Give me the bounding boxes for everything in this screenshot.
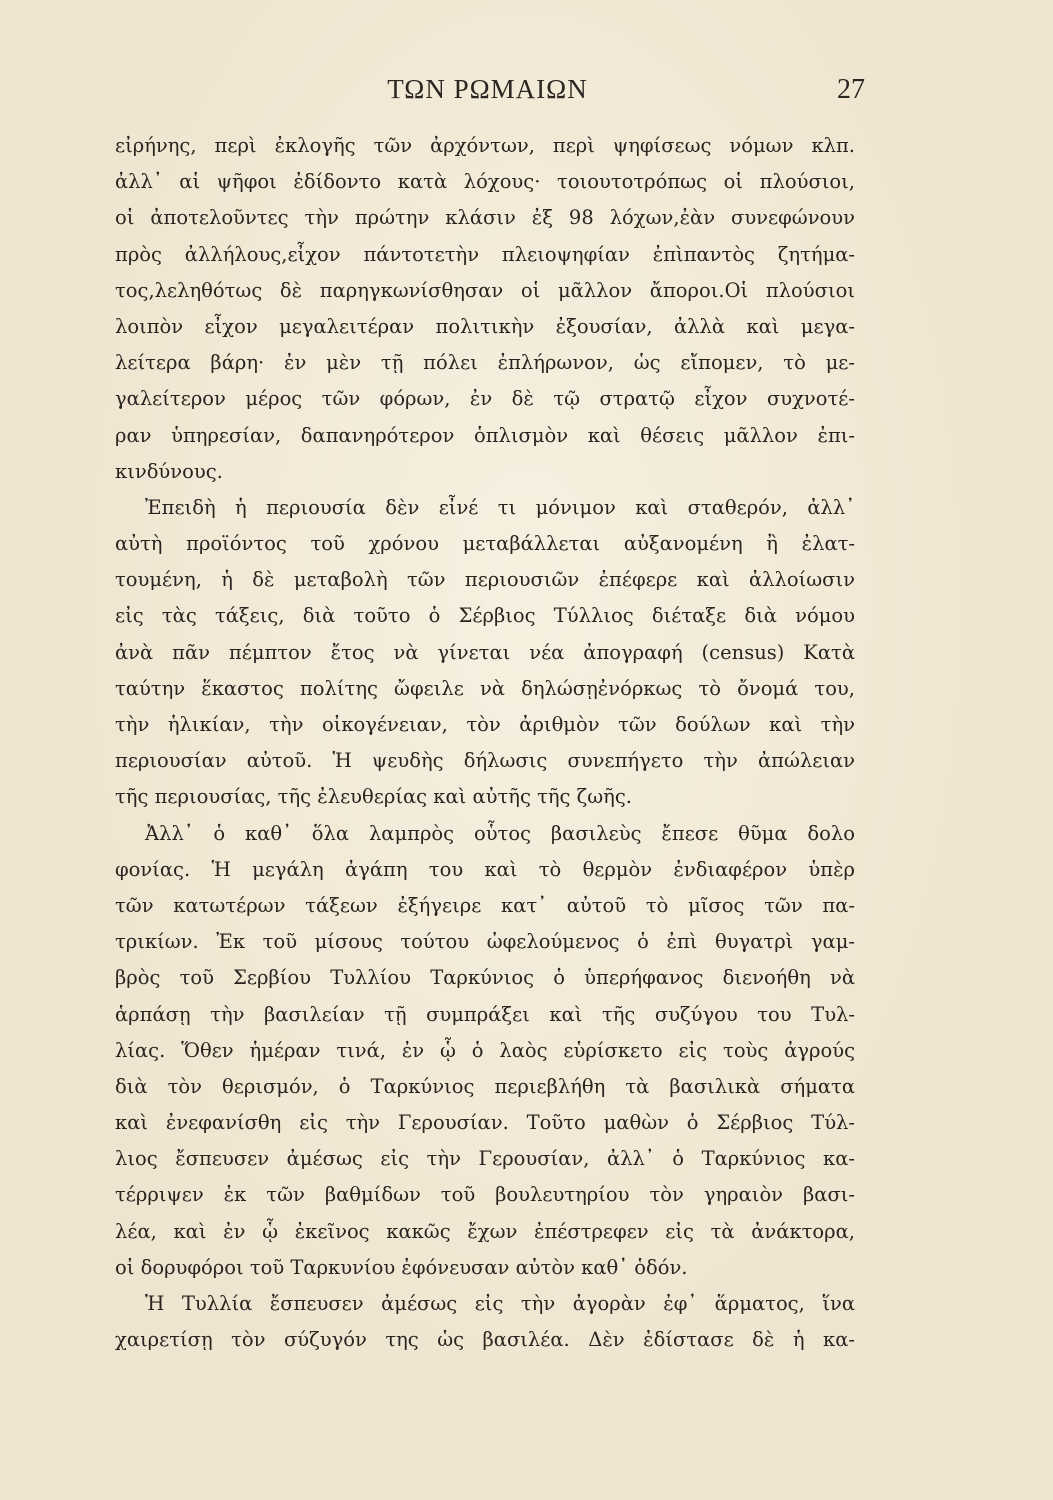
text-line: τουμένη, ἡ δὲ μεταβολὴ τῶν περιουσιῶν ἐπέφερε καὶ ἀλλοίωσιν [115, 568, 855, 592]
text-line: χαιρετίσῃ τὸν σύζυγόν της ὡς βασιλέα. Δὲν ἐδίστασε δὲ ἡ κα- [115, 1328, 855, 1352]
text-line: κινδύνους. [115, 459, 223, 483]
body-text [115, 128, 855, 1358]
text-line: περιουσίαν αὐτοῦ. Ἡ ψευδὴς δήλωσις συνεπήγετο τὴν ἀπώλειαν [115, 749, 855, 773]
text-line: ἁρπάσῃ τὴν βασιλείαν τῇ συμπράξει καὶ τῆς συζύγου του Τυλ- [115, 1002, 855, 1026]
text-line: Ἡ Τυλλία ἔσπευσεν ἀμέσως εἰς τὴν ἀγορὰν ἐφ᾿ ἅρματος, ἵνα [145, 1292, 855, 1315]
text-line: βρὸς τοῦ Σερβίου Τυλλίου Ταρκύνιος ὁ ὑπερήφανος διενοήθη νὰ [115, 966, 855, 990]
running-head: ΤΩΝ ΡΩΜΑΙΩΝ [387, 74, 588, 104]
text-line: καὶ ἐνεφανίσθη εἰς τὴν Γερουσίαν. Τοῦτο μαθὼν ὁ Σέρβιος Τύλ- [115, 1111, 855, 1135]
paragraph-1 [115, 128, 855, 490]
text-line: λείτερα βάρη· ἐν μὲν τῇ πόλει ἐπλήρωνον, ὡς εἴπομεν, τὸ με- [115, 351, 855, 375]
text-line: ἀλλ᾿ αἱ ψῆφοι ἐδίδοντο κατὰ λόχους· τοιουτοτρόπως οἱ πλούσιοι, [115, 170, 855, 194]
text-line: πρὸς ἀλλήλους,εἶχον πάντοτετὴν πλειοψηφίαν ἐπὶπαντὸς ζητήμα- [115, 242, 855, 266]
text-line: τὴν ἡλικίαν, τὴν οἰκογένειαν, τὸν ἀριθμὸν τῶν δούλων καὶ τὴν [115, 713, 855, 736]
page-header [110, 70, 865, 110]
text-line: φονίας. Ἡ μεγάλη ἀγάπη του καὶ τὸ θερμὸν ἐνδιαφέρον ὑπὲρ [115, 857, 855, 881]
text-line: τῶν κατωτέρων τάξεων ἐξήγειρε κατ᾿ αὐτοῦ τὸ μῖσος τῶν πα- [115, 893, 855, 917]
text-line: λιος ἔσπευσεν ἀμέσως εἰς τὴν Γερουσίαν, ἀλλ᾿ ὁ Ταρκύνιος κα- [115, 1147, 855, 1171]
paragraph-4 [115, 1286, 855, 1358]
text-line: τῆς περιουσίας, τῆς ἐλευθερίας καὶ αὐτῆς τῆς ζωῆς. [115, 785, 632, 809]
text-line: γαλείτερον μέρος τῶν φόρων, ἐν δὲ τῷ στρατῷ εἶχον συχνοτέ- [115, 387, 855, 411]
text-line: τρικίων. Ἐκ τοῦ μίσους τούτου ὠφελούμενος ὁ ἐπὶ θυγατρὶ γαμ- [115, 930, 855, 954]
text-line: εἰς τὰς τάξεις, διὰ τοῦτο ὁ Σέρβιος Τύλλιος διέταξε διὰ νόμου [115, 604, 855, 628]
page-number: 27 [837, 74, 865, 105]
text-line: Ἀλλ᾿ ὁ καθ᾿ ὅλα λαμπρὸς οὗτος βασιλεὺς ἔπεσε θῦμα δολο [145, 821, 855, 845]
text-line: ραν ὑπηρεσίαν, δαπανηρότερον ὁπλισμὸν καὶ θέσεις μᾶλλον ἐπι- [115, 423, 855, 447]
text-line: εἰρήνης, περὶ ἐκλογῆς τῶν ἀρχόντων, περὶ ψηφίσεως νόμων κλπ. [115, 134, 855, 157]
text-line: λοιπὸν εἶχον μεγαλειτέραν πολιτικὴν ἐξουσίαν, ἀλλὰ καὶ μεγα- [115, 314, 855, 338]
text-line: ταύτην ἕκαστος πολίτης ὤφειλε νὰ δηλώσῃἐνόρκως τὸ ὄνομά του, [115, 676, 855, 700]
text-line: λίας. Ὅθεν ἡμέραν τινά, ἐν ᾧ ὁ λαὸς εὑρίσκετο εἰς τοὺς ἀγρούς [115, 1038, 855, 1062]
text-line: διὰ τὸν θερισμόν, ὁ Ταρκύνιος περιεβλήθη τὰ βασιλικὰ σήματα [115, 1074, 855, 1098]
text-line: τέρριψεν ἐκ τῶν βαθμίδων τοῦ βουλευτηρίου τὸν γηραιὸν βασι- [115, 1183, 855, 1207]
text-line: ἀνὰ πᾶν πέμπτον ἔτος νὰ γίνεται νέα ἀπογραφή (census) Κατὰ [115, 640, 855, 664]
text-line: λέα, καὶ ἐν ᾧ ἐκεῖνος κακῶς ἔχων ἐπέστρεφεν εἰς τὰ ἀνάκτορα, [115, 1219, 855, 1243]
paragraph-3 [115, 816, 855, 1286]
text-line: Ἐπειδὴ ἡ περιουσία δὲν εἶνέ τι μόνιμον καὶ σταθερόν, ἀλλ᾿ [145, 495, 855, 519]
text-line: τος,λεληθότως δὲ παρηγκωνίσθησαν οἱ μᾶλλον ἄποροι.Οἱ πλούσιοι [115, 278, 855, 302]
paragraph-2 [115, 490, 855, 816]
text-line: οἱ ἀποτελοῦντες τὴν πρώτην κλάσιν ἐξ 98 λόχων,ἐὰν συνεφώνουν [115, 206, 855, 230]
text-line: αὐτὴ προϊόντος τοῦ χρόνου μεταβάλλεται αὐξανομένη ἢ ἐλατ- [115, 532, 855, 556]
text-line: οἱ δορυφόροι τοῦ Ταρκυνίου ἐφόνευσαν αὐτὸν καθ᾿ ὁδόν. [115, 1255, 688, 1279]
